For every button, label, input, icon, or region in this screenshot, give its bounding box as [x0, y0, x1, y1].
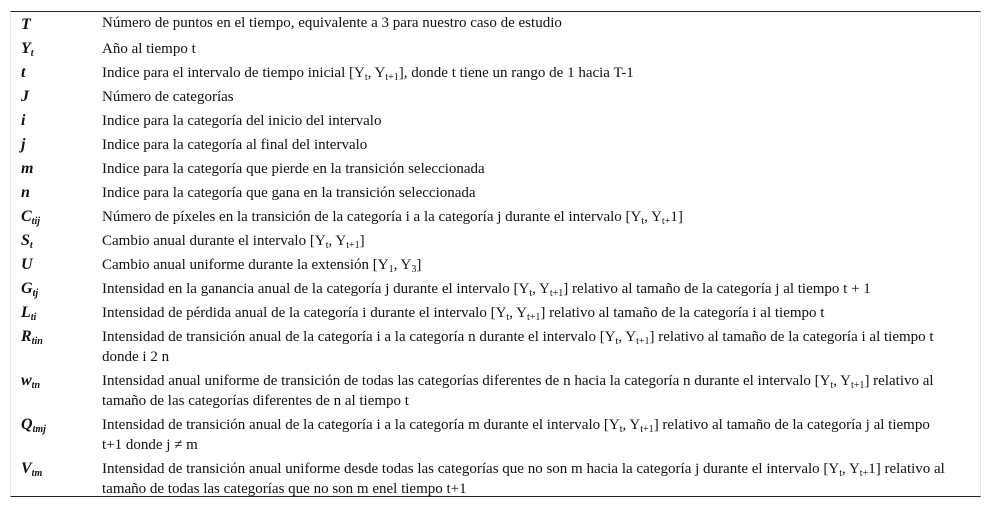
table-row — [11, 157, 980, 181]
symbol-letter: t — [21, 64, 26, 81]
description-subscript: t — [615, 336, 619, 347]
table-row — [11, 133, 980, 157]
description-cell — [102, 12, 980, 37]
symbol-subscript: tij — [31, 216, 41, 227]
symbol-cell — [11, 457, 102, 501]
table-row — [11, 12, 980, 37]
table-row — [11, 61, 980, 85]
description-text: , Y — [328, 233, 347, 249]
symbol-letter: Y — [21, 40, 31, 57]
description-subscript: 3 — [411, 264, 417, 275]
description-subscript: t+1 — [549, 288, 564, 299]
description-text: ] — [416, 257, 422, 273]
symbol-letter: i — [21, 112, 26, 129]
description-cell — [102, 301, 980, 325]
symbol-subscript: tn — [31, 380, 41, 391]
notation-table-frame — [10, 11, 981, 497]
symbol-subscript: t — [30, 48, 34, 59]
description-text: Indice para la categoría del inicio del intervalo — [102, 113, 382, 129]
symbol-letter: m — [21, 160, 34, 177]
description-text: Indice para la categoría que gana en la transición seleccionada — [102, 185, 476, 201]
symbol-letter: n — [21, 184, 30, 201]
symbol-subscript: tmj — [32, 424, 46, 435]
table-row — [11, 277, 980, 301]
table-row — [11, 37, 980, 61]
description-text: Año al tiempo t — [102, 41, 196, 57]
symbol-cell — [11, 229, 102, 253]
table-row — [11, 109, 980, 133]
symbol-letter: G — [21, 280, 33, 297]
description-text: , Y — [618, 329, 637, 345]
description-subscript: 1 — [388, 264, 394, 275]
description-text: Indice para la categoría al final del intervalo — [102, 137, 368, 153]
description-cell — [102, 85, 980, 109]
description-cell — [102, 181, 980, 205]
symbol-cell — [11, 109, 102, 133]
description-text: ] relativo al tamaño de la categoría j al tiempo t+1 donde j ≠ m — [102, 417, 930, 453]
description-text: Número de píxeles en la transición de la categoría i a la categoría j durante el intervalo [Y — [102, 209, 642, 225]
description-cell — [102, 229, 980, 253]
symbol-cell — [11, 325, 102, 369]
symbol-cell — [11, 85, 102, 109]
description-cell — [102, 369, 980, 413]
symbol-letter: C — [21, 208, 32, 225]
table-row — [11, 181, 980, 205]
description-text: ], donde t tiene un rango de 1 hacia T-1 — [398, 65, 634, 81]
description-cell — [102, 253, 980, 277]
description-subscript: t — [506, 312, 510, 323]
symbol-letter: L — [21, 304, 31, 321]
description-subscript: t — [529, 288, 533, 299]
description-cell — [102, 37, 980, 61]
symbol-cell — [11, 301, 102, 325]
symbol-letter: R — [21, 328, 32, 345]
description-subscript: t — [830, 380, 834, 391]
symbol-cell — [11, 12, 102, 37]
description-subscript: t+1 — [636, 336, 650, 347]
description-cell — [102, 277, 980, 301]
symbol-letter: T — [21, 16, 31, 33]
notation-table — [11, 12, 980, 501]
description-text: , Y — [842, 461, 860, 477]
table-row — [11, 457, 980, 501]
description-cell — [102, 205, 980, 229]
description-text: Intensidad de transición anual de la categoría i a la categoría n durante el intervalo [Y — [102, 329, 616, 345]
description-subscript: t+1 — [526, 312, 541, 323]
description-text: , Y — [644, 209, 662, 225]
symbol-letter: U — [21, 256, 33, 273]
description-subscript: t — [641, 216, 645, 227]
description-text: Intensidad de transición anual de la categoría i a la categoría m durante el intervalo [Y — [102, 417, 620, 433]
symbol-letter: V — [21, 460, 32, 477]
description-text: , Y — [833, 373, 852, 389]
description-text: 1] relativo al tamaño de todas las categorías que no son m enel tiempo t+1 — [102, 461, 945, 497]
symbol-cell — [11, 181, 102, 205]
table-row — [11, 301, 980, 325]
symbol-cell — [11, 37, 102, 61]
description-subscript: t+1 — [640, 424, 654, 435]
description-cell — [102, 157, 980, 181]
notation-table-body — [11, 12, 980, 501]
table-row — [11, 325, 980, 369]
description-text: Indice para el intervalo de tiempo inicial [Y — [102, 65, 365, 81]
description-text: ] relativo al tamaño de las categorías diferentes de n al tiempo t — [102, 373, 934, 409]
description-text: Intensidad en la ganancia anual de la categoría j durante el intervalo [Y — [102, 281, 530, 297]
symbol-subscript: t — [29, 240, 33, 251]
description-text: ] relativo al tamaño de la categoría j al tiempo t + 1 — [563, 281, 871, 297]
table-row — [11, 205, 980, 229]
symbol-cell — [11, 133, 102, 157]
description-text: , Y — [367, 65, 386, 81]
table-row — [11, 253, 980, 277]
description-text: , Y — [532, 281, 550, 297]
description-subscript: t+1 — [385, 72, 399, 83]
description-text: Número de puntos en el tiempo, equivalente a 3 para nuestro caso de estudio — [102, 15, 562, 31]
symbol-subscript: tj — [32, 288, 39, 299]
description-text: , Y — [509, 305, 527, 321]
description-subscript: t+ — [661, 216, 671, 227]
description-subscript: t+ — [859, 468, 869, 479]
description-text: ] relativo al tamaño de la categoría i al tiempo t donde i 2 n — [102, 329, 934, 365]
table-row — [11, 369, 980, 413]
description-cell — [102, 457, 980, 501]
description-text: Cambio anual durante el intervalo [Y — [102, 233, 326, 249]
description-cell — [102, 325, 980, 369]
description-text: Intensidad de pérdida anual de la categoría i durante el intervalo [Y — [102, 305, 507, 321]
symbol-cell — [11, 61, 102, 85]
symbol-subscript: ti — [30, 312, 37, 323]
table-row — [11, 413, 980, 457]
description-text: ] relativo al tamaño de la categoría i al tiempo t — [540, 305, 825, 321]
symbol-cell — [11, 369, 102, 413]
symbol-subscript: tm — [31, 468, 43, 479]
symbol-letter: S — [21, 232, 30, 249]
description-text: Número de categorías — [102, 89, 234, 105]
description-text: Intensidad anual uniforme de transición de todas las categorías diferentes de n hacia la categoría n durante el intervalo [Y — [102, 373, 831, 389]
table-row — [11, 229, 980, 253]
description-text: ] — [359, 233, 365, 249]
description-subscript: t — [364, 72, 368, 83]
description-subscript: t — [619, 424, 623, 435]
description-subscript: t+1 — [851, 380, 865, 391]
symbol-letter: j — [21, 136, 26, 153]
description-text: 1] — [670, 209, 683, 225]
symbol-letter: Q — [21, 416, 33, 433]
symbol-letter: w — [21, 372, 32, 389]
symbol-cell — [11, 277, 102, 301]
description-cell — [102, 133, 980, 157]
description-text: Indice para la categoría que pierde en la transición seleccionada — [102, 161, 485, 177]
description-text: , Y — [393, 257, 412, 273]
symbol-letter: J — [21, 88, 29, 105]
symbol-cell — [11, 205, 102, 229]
symbol-cell — [11, 413, 102, 457]
description-cell — [102, 413, 980, 457]
description-text: Intensidad de transición anual uniforme desde todas las categorías que no son m hacia la categoría j durante el intervalo [Y — [102, 461, 840, 477]
symbol-subscript: tin — [31, 336, 43, 347]
description-subscript: t — [839, 468, 843, 479]
description-subscript: t+1 — [346, 240, 360, 251]
description-text: Cambio anual uniforme durante la extensión [Y — [102, 257, 389, 273]
description-text: , Y — [622, 417, 641, 433]
symbol-cell — [11, 157, 102, 181]
description-cell — [102, 109, 980, 133]
table-row — [11, 85, 980, 109]
description-subscript: t — [325, 240, 329, 251]
description-cell — [102, 61, 980, 85]
symbol-cell — [11, 253, 102, 277]
